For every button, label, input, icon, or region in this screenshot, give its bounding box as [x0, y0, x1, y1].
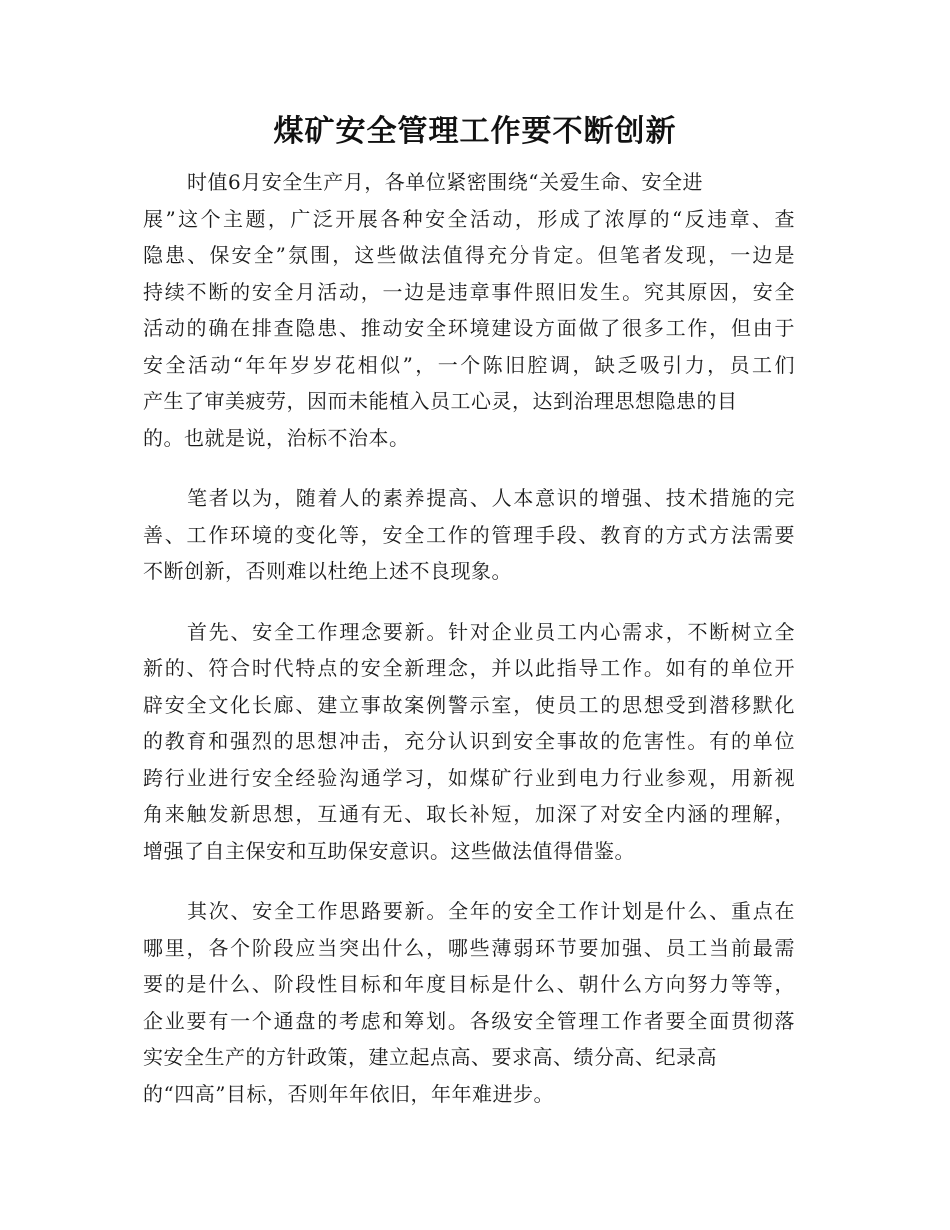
text-line: 产生了审美疲劳，因而未能植入员工心灵，达到治理思想隐患的目: [143, 389, 738, 413]
paragraph-1: [143, 164, 795, 456]
text-line: 实安全生产的方针政策，建立起点高、要求高、绩分高、纪录高: [143, 1045, 717, 1069]
text-line: 活动的确在排查隐患、推动安全环境建设方面做了很多工作，但由于: [143, 316, 795, 340]
text-line: 新的、符合时代特点的安全新理念，并以此指导工作。如有的单位开: [143, 656, 795, 680]
text-line: 要的是什么、阶段性目标和年度目标是什么、朝什么方向努力等等，: [143, 972, 795, 996]
text-line: 展”这个主题，广泛开展各种安全活动，形成了浓厚的“反违章、查: [143, 206, 795, 231]
paragraph-3: [143, 614, 795, 870]
text-line: 笔者以为，随着人的素养提高、人本意识的增强、技术措施的完: [187, 486, 795, 510]
text-line: 增强了自主保安和互助保安意识。这些做法值得借鉴。: [143, 838, 635, 863]
paragraph-2: [143, 480, 795, 590]
text-line: 隐患、保安全”氛围，这些做法值得充分肯定。但笔者发现，一边是: [143, 243, 795, 267]
text-line: 其次、安全工作思路要新。全年的安全工作计划是什么、重点在: [187, 899, 795, 923]
paragraph-4: [143, 893, 795, 1112]
text-line: 辟安全文化长廊、建立事故案例警示室，使员工的思想受到潜移默化: [143, 692, 795, 717]
text-line: 首先、安全工作理念要新。针对企业员工内心需求，不断树立全: [187, 619, 795, 644]
text-line: 的“四高”目标，否则年年依旧，年年难进步。: [143, 1081, 554, 1106]
text-line: 的。也就是说，治标不治本。: [143, 425, 410, 450]
text-line: 善、工作环境的变化等，安全工作的管理手段、教育的方式方法需要: [143, 522, 795, 547]
document-title: 煤矿安全管理工作要不断创新: [273, 114, 677, 149]
document-body: [143, 164, 795, 1136]
text-line: 时值6月安全生产月，各单位紧密围绕“关爱生命、安全进: [187, 170, 703, 194]
text-line: 持续不断的安全月活动，一边是违章事件照旧发生。究其原因，安全: [143, 279, 795, 304]
text-line: 不断创新，否则难以杜绝上述不良现象。: [143, 559, 512, 583]
text-line: 企业要有一个通盘的考虑和筹划。各级安全管理工作者要全面贯彻落: [143, 1008, 795, 1033]
text-line: 角来触发新思想，互通有无、取长补短，加深了对安全内涵的理解，: [143, 802, 795, 826]
text-line: 哪里，各个阶段应当突出什么，哪些薄弱环节要加强、员工当前最需: [143, 935, 795, 960]
text-line: 安全活动“年年岁岁花相似”，一个陈旧腔调，缺乏吸引力，员工们: [143, 352, 795, 377]
text-line: 跨行业进行安全经验沟通学习，如煤矿行业到电力行业参观，用新视: [143, 765, 795, 790]
text-line: 的教育和强烈的思想冲击，充分认识到安全事故的危害性。有的单位: [143, 729, 795, 753]
